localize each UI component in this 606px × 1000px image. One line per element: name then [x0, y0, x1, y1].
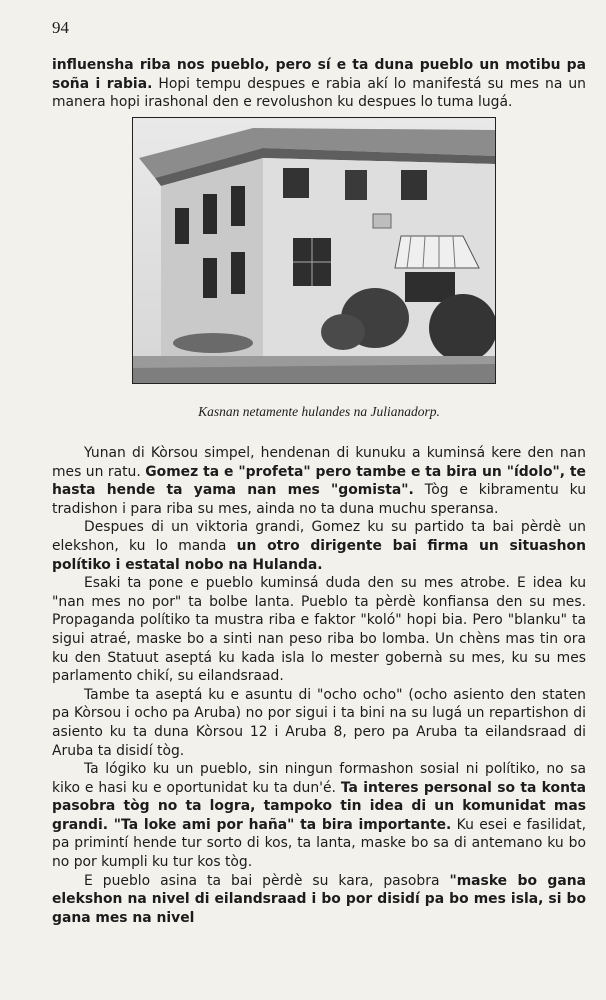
text-run: E pueblo asina ta bai pèrdè su kara, pasobra: [84, 872, 450, 889]
paragraph: [52, 574, 586, 686]
text-run: Esaki ta pone e pueblo kuminsá duda den su mes atrobe. E idea ku "nan mes no por" ta bolbe lanta. Pueblo ta pèrdè konfiansa den su mes. Propaganda polítiko ta mustra riba e faktor "koló" hopi bia. Pero "blanku" ta sigui atraé, maske bo a sinti nan peso riba bo lomba. Un chèns mas tin ora ku den Statuut aseptá ku kada isla lo mester gobernà su mes, ku su mes parlamento chikí, su eilandsraad.: [52, 575, 586, 685]
paragraph: [52, 872, 586, 928]
house-photo: [132, 117, 496, 384]
bold-run: "maske bo gana elekshon na nivel di eilandsraad i bo por disidí pa bo mes isla, si bo gana mes na nivel: [52, 872, 587, 926]
bold-run: un otro dirigente bai firma un situashon polítiko i estatal nobo na Hulanda.: [52, 537, 586, 573]
text-run: Ku esei e fasilidat, pa primintí hende tur sorto di kos, ta lanta, maske bo sa di antemano ku bo no por kumpli ku tur kos tòg.: [52, 816, 586, 871]
bold-run: Gomez ta e "profeta" pero tambe e ta bira un "ídolo", te hasta hende ta yama nan mes "gomista".: [52, 463, 586, 499]
bold-run: Ta interes personal so ta konta pasobra tòg no ta logra, tampoko tin idea di un komunidat mas grandi. "Ta loke ami por haña" ta bira importante.: [52, 779, 586, 833]
page-number: 94: [52, 18, 69, 37]
bold-run: influensha riba nos pueblo, pero sí e ta duna pueblo un motibu pa soña i rabia.: [52, 57, 586, 92]
text-run: Tòg e kibramentu ku tradishon i para riba su mes, ainda no ta duna muchu speransa.: [52, 482, 586, 517]
paragraph: [52, 686, 586, 760]
paragraph: [52, 444, 586, 518]
text-run: Despues di un viktoria grandi, Gomez ku su partido ta bai pèrdè un elekshon, ku lo manda: [52, 519, 586, 554]
text-run: Yunan di Kòrsou simpel, hendenan di kunuku a kuminsá kere den nan mes un ratu.: [52, 445, 586, 480]
house-illustration: [133, 118, 495, 383]
text-run: Ta lógiko ku un pueblo, sin ningun formashon sosial ni polítiko, no sa kiko e hasi ku e oportunidat ku ta dun'é.: [52, 761, 586, 796]
intro-paragraph: [52, 56, 586, 112]
text-run: Tambe ta aseptá ku e asuntu di "ocho ocho" (ocho asiento den staten pa Kòrsou i ocho pa Aruba) no por sigui i ta bini na su lugá un repartishon di asiento ku ta duna Kòrsou 12 i Aruba 8, pero pa Aruba ta eilandsraad di Aruba ta disidí tòg.: [52, 686, 586, 759]
paragraph: [52, 56, 586, 112]
paragraph: [52, 760, 586, 872]
paragraph: [52, 518, 586, 574]
main-text: [52, 444, 586, 927]
text-run: Hopi tempu despues e rabia akí lo manifestá su mes na un manera hopi irashonal den e revolushon ku despues lo tuma lugá.: [52, 75, 586, 111]
figure-caption: Kasnan netamente hulandes na Julianadorp.: [198, 404, 440, 419]
